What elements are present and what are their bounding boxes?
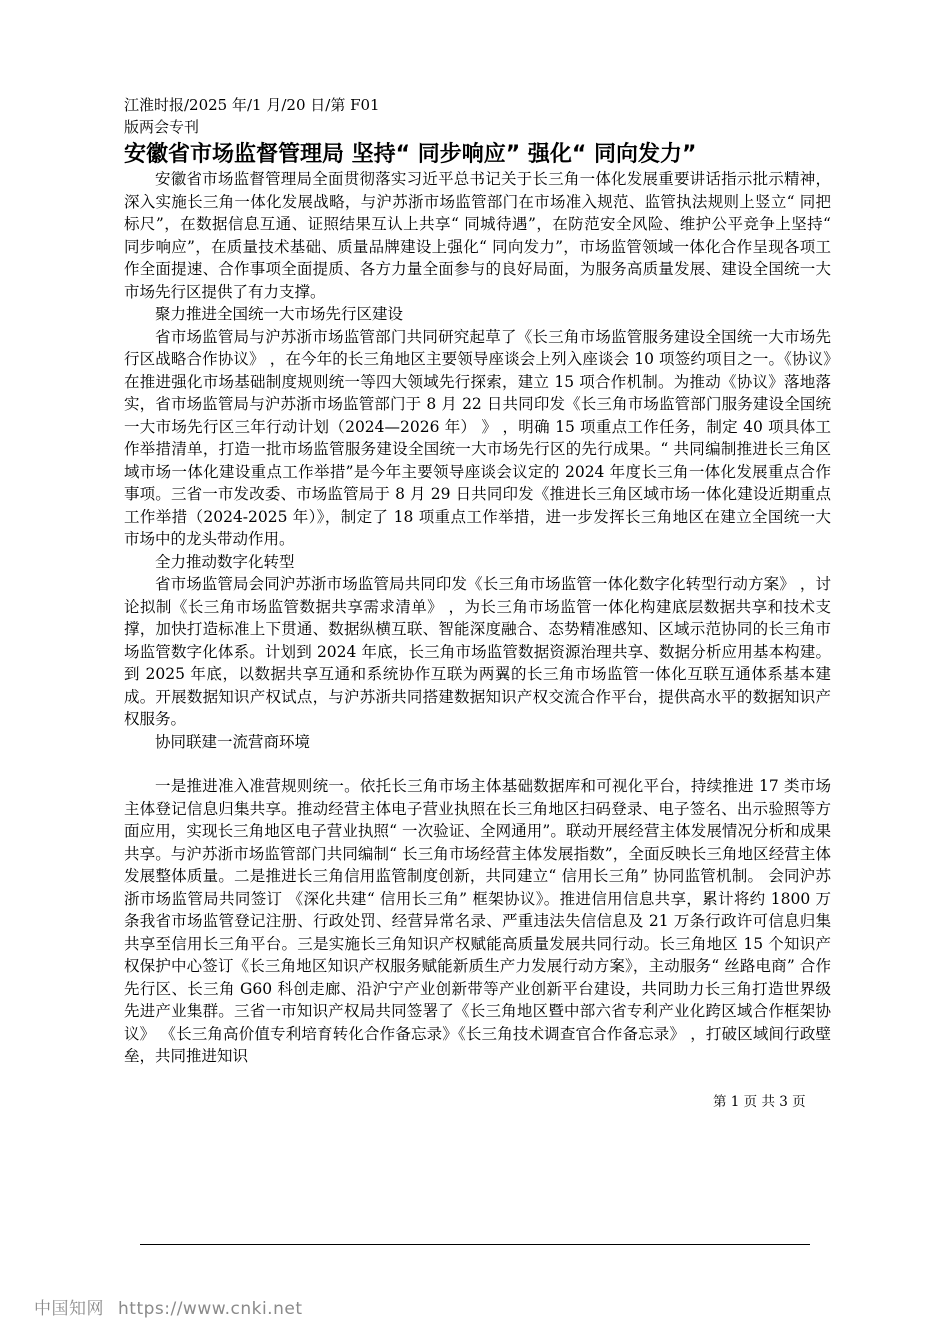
article-body bbox=[124, 168, 831, 1068]
section-heading-business: 协同联建一流营商环境 bbox=[155, 732, 311, 751]
section-line: 版两会专刊 bbox=[124, 118, 200, 136]
business-paragraph: 一是推进准入准营规则统一。依托长三角市场主体基础数据库和可视化平台，持续推进 17 类市场主体登记信息归集共享。推动经营主体电子营业执照在长三角地区扫码登录、电子签名、出示验照等方面应用，实现长三角地区电子营业执照“ 一次验证、全网通用”。联动开展经营主体发展情况分析和成果共享。与沪苏浙市场监管部门共同编制“ 长三角市场经营主体发展指数”，全面反映长三角地区经营主体发展整体质量。二是推进长三角信用监管制度创新，共同建立“ 信用长三角” 协同监管机制。 会同沪苏浙市场监管局共同签订 《深化共建“ 信用长三角” 框架协议》。推进信用信息共享，累计将约 1800 万条我省市场监管登记注册、行政处罚、经营异常名录、严重违法失信信息及 21 万条行政许可信息归集共享至信用长三角平台。三是实施长三角知识产权赋能高质量发展共同行动。长三角地区 15 个知识产权保护中心签订《长三角地区知识产权服务赋能新质生产力发展行动方案》，主动服务“ 丝路电商” 合作先行区、长三角 G60 科创走廊、沿沪宁产业创新带等产业创新平台建设，共同助力长三角打造世界级先进产业集群。三省一市知识产权局共同签署了《长三角地区暨中部六省专利产业化跨区域合作框架协议》 《长三角高价值专利培育转化合作备忘录》《长三角技术调查官合作备忘录》 ，打破区域间行政壁垒，共同推进知识 bbox=[124, 777, 831, 1065]
intro-paragraph: 安徽省市场监督管理局全面贯彻落实习近平总书记关于长三角一体化发展重要讲话指示批示精神，深入实施长三角一体化发展战略，与沪苏浙市场监管部门在市场准入规范、监管执法规则上竖立“ 同把标尺”，在数据信息互通、证照结果互认上共享“ 同城待遇”，在防范安全风险、维护公平竞争上坚持“ 同步响应”，在质量技术基础、质量品牌建设上强化“ 同向发力”，市场监管领域一体化合作呈现各项工作全面提速、合作事项全面提质、各方力量全面参与的良好局面，为服务高质量发展、建设全国统一大市场先行区提供了有力支撑。 bbox=[124, 170, 831, 301]
footer-divider bbox=[140, 1244, 810, 1245]
section-heading-market: 聚力推进全国统一大市场先行区建设 bbox=[155, 305, 404, 323]
cnki-url: https://www.cnki.net bbox=[118, 1299, 303, 1319]
digital-paragraph: 省市场监管局会同沪苏浙市场监管局共同印发《长三角市场监管一体化数字化转型行动方案》 ，讨论拟制《长三角市场监管数据共享需求清单》 ，为长三角市场监管一体化构建底层数据共享和技术支撑，加快打造标准上下贯通、数据纵横互联、智能深度融合、态势精准感知、区域示范协同的长三角市场监管数字化体系。计划到 2024 年底，长三角市场监管数据资源治理共享、数据分析应用基本构建。到 2025 年底，以数据共享互通和系统协作互联为两翼的长三角市场监管一体化互联互通体系基本建成。开展数据知识产权试点，与沪苏浙共同搭建数据知识产权交流合作平台，提供高水平的数据知识产权服务。 bbox=[124, 575, 831, 728]
source-line: 江淮时报/2025 年/1 月/20 日/第 F01 bbox=[124, 96, 380, 114]
article-title: 安徽省市场监督管理局 坚持“ 同步响应” 强化“ 同向发力” bbox=[124, 142, 697, 167]
cnki-watermark bbox=[34, 1294, 316, 1319]
cnki-logo-text: 中国知网 bbox=[34, 1299, 104, 1319]
page-indicator: 第 1 页 共 3 页 bbox=[713, 1094, 806, 1110]
market-paragraph: 省市场监管局与沪苏浙市场监管部门共同研究起草了《长三角市场监管服务建设全国统一大市场先行区战略合作协议》 ，在今年的长三角地区主要领导座谈会上列入座谈会 10 项签约项目之一。《协议》在推进强化市场基础制度规则统一等四大领域先行探索，建立 15 项合作机制。为推动《协议》落地落实，省市场监管局与沪苏浙市场监管部门于 8 月 22 日共同印发《长三角市场监管部门服务建设全国统一大市场先行区三年行动计划（2024—2026 年） 》 ，明确 15 项重点工作任务，制定 40 项具体工作举措清单，打造一批市场监管服务建设全国统一大市场先行区的先行成果。“ 共同编制推进长三角区域市场一体化建设重点工作举措”是今年主要领导座谈会议定的 2024 年度长三角一体化发展重点合作事项。三省一市发改委、市场监管局于 8 月 29 日共同印发《推进长三角区域市场一体化建设近期重点工作举措（2024-2025 年）》，制定了 18 项重点工作举措，进一步发挥长三角地区在建立全国统一大市场中的龙头带动作用。 bbox=[124, 327, 831, 548]
section-heading-digital: 全力推动数字化转型 bbox=[155, 552, 295, 571]
